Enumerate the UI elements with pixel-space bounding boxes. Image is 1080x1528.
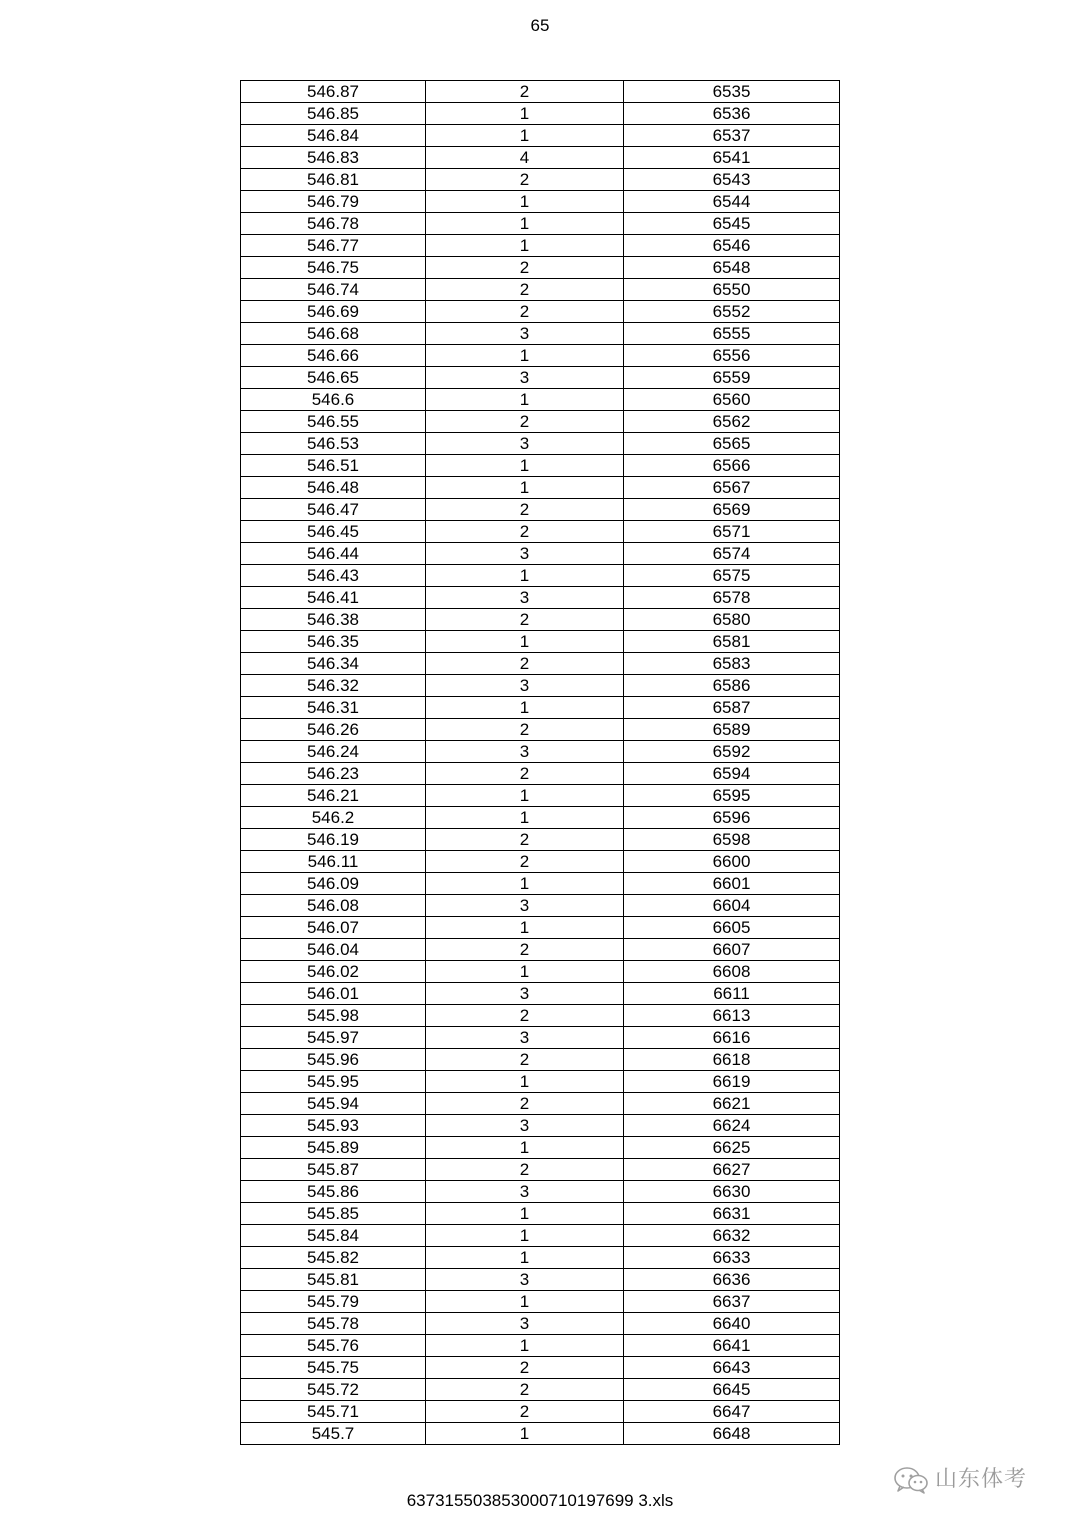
score-cell: 546.23 — [241, 763, 426, 785]
table-row — [241, 345, 840, 367]
score-table-body — [241, 81, 840, 1445]
rank-cell: 6537 — [624, 125, 840, 147]
count-cell: 2 — [426, 169, 624, 191]
score-table-container — [240, 80, 840, 1445]
count-cell: 2 — [426, 1005, 624, 1027]
count-cell: 2 — [426, 719, 624, 741]
count-cell: 3 — [426, 983, 624, 1005]
score-cell: 546.19 — [241, 829, 426, 851]
score-cell: 545.85 — [241, 1203, 426, 1225]
rank-cell: 6624 — [624, 1115, 840, 1137]
score-cell: 546.38 — [241, 609, 426, 631]
score-cell: 545.93 — [241, 1115, 426, 1137]
table-row — [241, 829, 840, 851]
table-row — [241, 565, 840, 587]
table-row — [241, 895, 840, 917]
score-cell: 546.2 — [241, 807, 426, 829]
rank-cell: 6587 — [624, 697, 840, 719]
count-cell: 2 — [426, 939, 624, 961]
count-cell: 2 — [426, 1401, 624, 1423]
score-cell: 545.75 — [241, 1357, 426, 1379]
rank-cell: 6631 — [624, 1203, 840, 1225]
count-cell: 2 — [426, 521, 624, 543]
table-row — [241, 1027, 840, 1049]
count-cell: 1 — [426, 1423, 624, 1445]
score-cell: 546.74 — [241, 279, 426, 301]
rank-cell: 6580 — [624, 609, 840, 631]
count-cell: 2 — [426, 851, 624, 873]
count-cell: 1 — [426, 345, 624, 367]
rank-cell: 6594 — [624, 763, 840, 785]
count-cell: 2 — [426, 653, 624, 675]
rank-cell: 6545 — [624, 213, 840, 235]
table-row — [241, 455, 840, 477]
rank-cell: 6607 — [624, 939, 840, 961]
count-cell: 2 — [426, 411, 624, 433]
score-cell: 546.34 — [241, 653, 426, 675]
table-row — [241, 1049, 840, 1071]
rank-cell: 6616 — [624, 1027, 840, 1049]
count-cell: 1 — [426, 565, 624, 587]
rank-cell: 6550 — [624, 279, 840, 301]
count-cell: 1 — [426, 1225, 624, 1247]
rank-cell: 6619 — [624, 1071, 840, 1093]
count-cell: 2 — [426, 301, 624, 323]
rank-cell: 6641 — [624, 1335, 840, 1357]
table-row — [241, 1313, 840, 1335]
score-cell: 546.45 — [241, 521, 426, 543]
score-cell: 546.44 — [241, 543, 426, 565]
table-row — [241, 235, 840, 257]
table-row — [241, 741, 840, 763]
rank-cell: 6565 — [624, 433, 840, 455]
table-row — [241, 1269, 840, 1291]
count-cell: 3 — [426, 543, 624, 565]
footer-filename: 637315503853000710197699 3.xls — [406, 1491, 674, 1510]
rank-cell: 6566 — [624, 455, 840, 477]
watermark — [893, 1466, 1027, 1494]
rank-cell: 6586 — [624, 675, 840, 697]
table-row — [241, 257, 840, 279]
rank-cell: 6544 — [624, 191, 840, 213]
table-row — [241, 697, 840, 719]
table-row — [241, 433, 840, 455]
count-cell: 1 — [426, 631, 624, 653]
rank-cell: 6632 — [624, 1225, 840, 1247]
score-cell: 545.82 — [241, 1247, 426, 1269]
score-cell: 545.86 — [241, 1181, 426, 1203]
rank-cell: 6560 — [624, 389, 840, 411]
wechat-icon — [893, 1466, 929, 1494]
score-cell: 546.81 — [241, 169, 426, 191]
rank-cell: 6598 — [624, 829, 840, 851]
count-cell: 1 — [426, 191, 624, 213]
score-cell: 546.83 — [241, 147, 426, 169]
score-cell: 546.48 — [241, 477, 426, 499]
rank-cell: 6645 — [624, 1379, 840, 1401]
table-row — [241, 1335, 840, 1357]
rank-cell: 6562 — [624, 411, 840, 433]
table-row — [241, 1093, 840, 1115]
score-cell: 546.35 — [241, 631, 426, 653]
table-row — [241, 631, 840, 653]
count-cell: 2 — [426, 499, 624, 521]
rank-cell: 6583 — [624, 653, 840, 675]
score-cell: 545.76 — [241, 1335, 426, 1357]
rank-cell: 6595 — [624, 785, 840, 807]
table-row — [241, 1357, 840, 1379]
count-cell: 3 — [426, 433, 624, 455]
count-cell: 1 — [426, 697, 624, 719]
score-cell: 546.11 — [241, 851, 426, 873]
table-row — [241, 213, 840, 235]
score-cell: 545.89 — [241, 1137, 426, 1159]
table-row — [241, 103, 840, 125]
score-cell: 546.55 — [241, 411, 426, 433]
score-cell: 545.72 — [241, 1379, 426, 1401]
score-cell: 545.97 — [241, 1027, 426, 1049]
rank-cell: 6637 — [624, 1291, 840, 1313]
rank-cell: 6627 — [624, 1159, 840, 1181]
count-cell: 3 — [426, 1269, 624, 1291]
table-row — [241, 81, 840, 103]
score-cell: 546.75 — [241, 257, 426, 279]
score-cell: 546.02 — [241, 961, 426, 983]
count-cell: 3 — [426, 675, 624, 697]
rank-cell: 6543 — [624, 169, 840, 191]
rank-cell: 6581 — [624, 631, 840, 653]
rank-cell: 6556 — [624, 345, 840, 367]
rank-cell: 6640 — [624, 1313, 840, 1335]
score-cell: 546.32 — [241, 675, 426, 697]
table-row — [241, 917, 840, 939]
count-cell: 1 — [426, 1335, 624, 1357]
count-cell: 2 — [426, 1049, 624, 1071]
score-cell: 546.87 — [241, 81, 426, 103]
count-cell: 2 — [426, 1159, 624, 1181]
count-cell: 3 — [426, 587, 624, 609]
rank-cell: 6647 — [624, 1401, 840, 1423]
rank-cell: 6600 — [624, 851, 840, 873]
count-cell: 3 — [426, 895, 624, 917]
score-cell: 546.65 — [241, 367, 426, 389]
score-cell: 545.84 — [241, 1225, 426, 1247]
score-cell: 546.84 — [241, 125, 426, 147]
table-row — [241, 477, 840, 499]
count-cell: 1 — [426, 1203, 624, 1225]
score-cell: 546.24 — [241, 741, 426, 763]
count-cell: 2 — [426, 279, 624, 301]
rank-cell: 6618 — [624, 1049, 840, 1071]
table-row — [241, 983, 840, 1005]
table-row — [241, 1401, 840, 1423]
score-cell: 545.81 — [241, 1269, 426, 1291]
rank-cell: 6636 — [624, 1269, 840, 1291]
table-row — [241, 1225, 840, 1247]
table-row — [241, 1203, 840, 1225]
rank-cell: 6643 — [624, 1357, 840, 1379]
count-cell: 3 — [426, 323, 624, 345]
table-row — [241, 653, 840, 675]
score-cell: 545.71 — [241, 1401, 426, 1423]
table-row — [241, 499, 840, 521]
rank-cell: 6567 — [624, 477, 840, 499]
table-row — [241, 301, 840, 323]
score-cell: 546.6 — [241, 389, 426, 411]
table-row — [241, 851, 840, 873]
score-cell: 546.53 — [241, 433, 426, 455]
count-cell: 1 — [426, 873, 624, 895]
table-row — [241, 719, 840, 741]
rank-cell: 6592 — [624, 741, 840, 763]
table-row — [241, 411, 840, 433]
score-cell: 545.7 — [241, 1423, 426, 1445]
score-cell: 546.69 — [241, 301, 426, 323]
table-row — [241, 1071, 840, 1093]
count-cell: 1 — [426, 477, 624, 499]
score-cell: 546.21 — [241, 785, 426, 807]
rank-cell: 6546 — [624, 235, 840, 257]
score-cell: 545.87 — [241, 1159, 426, 1181]
score-cell: 545.79 — [241, 1291, 426, 1313]
rank-cell: 6608 — [624, 961, 840, 983]
count-cell: 2 — [426, 81, 624, 103]
count-cell: 1 — [426, 213, 624, 235]
rank-cell: 6611 — [624, 983, 840, 1005]
rank-cell: 6574 — [624, 543, 840, 565]
score-cell: 546.31 — [241, 697, 426, 719]
table-row — [241, 367, 840, 389]
count-cell: 1 — [426, 961, 624, 983]
score-cell: 545.94 — [241, 1093, 426, 1115]
table-row — [241, 521, 840, 543]
count-cell: 1 — [426, 1071, 624, 1093]
score-cell: 546.07 — [241, 917, 426, 939]
rank-cell: 6536 — [624, 103, 840, 125]
table-row — [241, 147, 840, 169]
rank-cell: 6559 — [624, 367, 840, 389]
table-row — [241, 125, 840, 147]
page-number: 65 — [530, 16, 550, 35]
table-row — [241, 1159, 840, 1181]
count-cell: 1 — [426, 807, 624, 829]
rank-cell: 6548 — [624, 257, 840, 279]
score-cell: 546.26 — [241, 719, 426, 741]
table-row — [241, 785, 840, 807]
score-cell: 545.98 — [241, 1005, 426, 1027]
rank-cell: 6589 — [624, 719, 840, 741]
count-cell: 2 — [426, 829, 624, 851]
table-row — [241, 1115, 840, 1137]
count-cell: 2 — [426, 763, 624, 785]
table-row — [241, 169, 840, 191]
rank-cell: 6569 — [624, 499, 840, 521]
rank-cell: 6601 — [624, 873, 840, 895]
rank-cell: 6621 — [624, 1093, 840, 1115]
watermark-text: 山东体考 — [935, 1467, 1028, 1492]
rank-cell: 6541 — [624, 147, 840, 169]
count-cell: 4 — [426, 147, 624, 169]
count-cell: 1 — [426, 125, 624, 147]
score-cell: 546.78 — [241, 213, 426, 235]
table-row — [241, 609, 840, 631]
table-row — [241, 1379, 840, 1401]
table-row — [241, 1423, 840, 1445]
score-cell: 546.01 — [241, 983, 426, 1005]
score-cell: 546.79 — [241, 191, 426, 213]
score-cell: 545.96 — [241, 1049, 426, 1071]
count-cell: 3 — [426, 1313, 624, 1335]
score-cell: 546.66 — [241, 345, 426, 367]
score-cell: 546.43 — [241, 565, 426, 587]
score-cell: 546.09 — [241, 873, 426, 895]
count-cell: 3 — [426, 1027, 624, 1049]
rank-cell: 6633 — [624, 1247, 840, 1269]
score-cell: 545.78 — [241, 1313, 426, 1335]
table-row — [241, 1137, 840, 1159]
rank-cell: 6613 — [624, 1005, 840, 1027]
table-row — [241, 763, 840, 785]
table-row — [241, 1291, 840, 1313]
count-cell: 3 — [426, 741, 624, 763]
rank-cell: 6648 — [624, 1423, 840, 1445]
rank-cell: 6578 — [624, 587, 840, 609]
score-cell: 546.77 — [241, 235, 426, 257]
table-row — [241, 961, 840, 983]
count-cell: 2 — [426, 609, 624, 631]
score-table — [240, 80, 840, 1445]
score-cell: 545.95 — [241, 1071, 426, 1093]
score-cell: 546.51 — [241, 455, 426, 477]
rank-cell: 6552 — [624, 301, 840, 323]
count-cell: 1 — [426, 389, 624, 411]
count-cell: 2 — [426, 1379, 624, 1401]
table-row — [241, 807, 840, 829]
rank-cell: 6575 — [624, 565, 840, 587]
table-row — [241, 939, 840, 961]
count-cell: 1 — [426, 1137, 624, 1159]
count-cell: 1 — [426, 235, 624, 257]
count-cell: 1 — [426, 1291, 624, 1313]
rank-cell: 6555 — [624, 323, 840, 345]
count-cell: 1 — [426, 785, 624, 807]
count-cell: 3 — [426, 1181, 624, 1203]
table-row — [241, 543, 840, 565]
table-row — [241, 1181, 840, 1203]
table-row — [241, 1005, 840, 1027]
table-row — [241, 279, 840, 301]
table-row — [241, 1247, 840, 1269]
rank-cell: 6604 — [624, 895, 840, 917]
count-cell: 1 — [426, 1247, 624, 1269]
score-cell: 546.68 — [241, 323, 426, 345]
count-cell: 3 — [426, 1115, 624, 1137]
score-cell: 546.47 — [241, 499, 426, 521]
score-cell: 546.85 — [241, 103, 426, 125]
table-row — [241, 587, 840, 609]
rank-cell: 6535 — [624, 81, 840, 103]
rank-cell: 6605 — [624, 917, 840, 939]
rank-cell: 6596 — [624, 807, 840, 829]
rank-cell: 6630 — [624, 1181, 840, 1203]
rank-cell: 6625 — [624, 1137, 840, 1159]
rank-cell: 6571 — [624, 521, 840, 543]
count-cell: 3 — [426, 367, 624, 389]
count-cell: 2 — [426, 1093, 624, 1115]
table-row — [241, 675, 840, 697]
count-cell: 1 — [426, 917, 624, 939]
score-cell: 546.08 — [241, 895, 426, 917]
table-row — [241, 389, 840, 411]
count-cell: 1 — [426, 103, 624, 125]
score-cell: 546.04 — [241, 939, 426, 961]
table-row — [241, 323, 840, 345]
table-row — [241, 873, 840, 895]
count-cell: 2 — [426, 257, 624, 279]
table-row — [241, 191, 840, 213]
count-cell: 2 — [426, 1357, 624, 1379]
score-cell: 546.41 — [241, 587, 426, 609]
count-cell: 1 — [426, 455, 624, 477]
